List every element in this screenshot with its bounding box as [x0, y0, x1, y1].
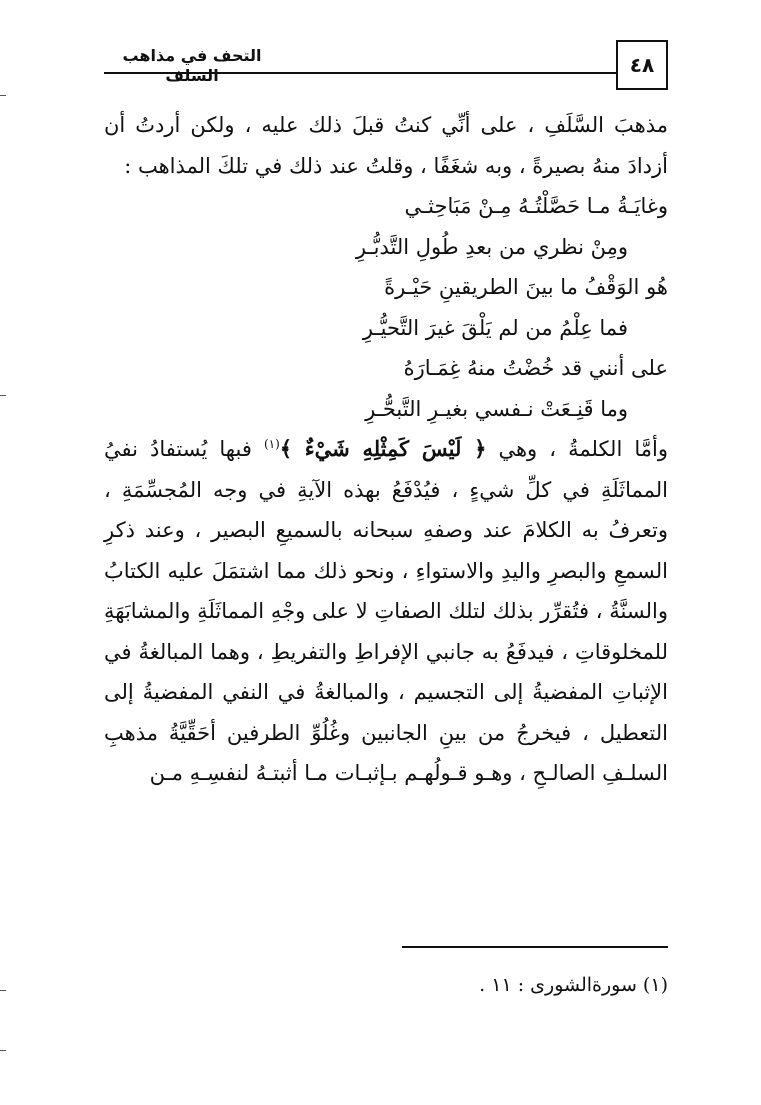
verse-line: هُو الوَقْفُ ما بينَ الطريقينِ حَيْـرةً [384, 275, 668, 299]
header-rule [104, 72, 616, 74]
footnote-rule [402, 946, 668, 948]
verse-line: وما قَنِـعَتْ نـفسي بغيـرِ التَّبحُّـرِ [365, 396, 628, 421]
paragraph-body: فبها يُستفادُ نفيُ المماثَلَةِ في كلِّ شيءٍ ، فيُدْفَعُ بهذه الآيةِ في وجه المُجسِّمَةِ ، وتعرفُ به الكلامَ عند وصفهِ سبحانه بالسميعِ البصير ، وعند ذكرِ السمعِ والبصرِ واليدِ والاستواءِ ، ونحو ذلك مما اشتمَلَ عليه الكتابُ والسنَّةُ ، فتُقرِّر بذلك لتلك الصفاتِ لا على وجْهِ المماثَلَةِ والمشابَهَةِ للمخلوقاتِ ، فيدفَعُ به جانبي الإفراطِ والتفريطِ ، وهما المبالغةُ في الإثباتِ المفضيةُ إلى التجسيم ، والمبالغةُ في النفي المفضيةُ إلى التعطيل ، فيخرجُ من بينِ الجانبين وغُلُوِّ الطرفين أحَقِّيَّةُ مذهبِ السلـفِ الصالـحِ ، وهـو قـولُهـم بـإثبـات مـا أثبتـهُ لنفسِـهِ مـن [104, 437, 668, 785]
quran-quote: ﴿ لَيْسَ كَمِثْلِهِ شَيْءٌ ﴾ [279, 436, 487, 461]
verse-line: وغايَـةُ مـا حَصَّلْتُـهُ مِـنْ مَبَاحِثـي [404, 194, 668, 218]
scan-margin-mark [0, 395, 6, 396]
scan-margin-mark [0, 1050, 6, 1051]
poem [104, 186, 668, 429]
paragraph-lead: وأمَّا الكلمةُ ، وهي [498, 437, 668, 461]
intro-paragraph: مذهبَ السَّلَفِ ، على أنِّي كنتُ قبلَ ذلك عليه ، ولكن أردتُ أن أزدادَ منهُ بصيرةً ، وبه شغَفًا ، وقلتُ عند ذلك في تلكَ المذاهب : [104, 113, 668, 178]
verse-line: فما عِلْمُ من لم يَلْقَ غيرَ التَّحيُّـرِ [362, 315, 628, 340]
footnote-reference: (١) [263, 437, 280, 451]
verse-line: على أنني قد خُضْتُ منهُ غِمَـارَهُ [403, 356, 668, 380]
verse-line: ومِنْ نظري من بعدِ طُولِ التَّدبُّـرِ [355, 234, 628, 259]
page-number: ٤٨ [616, 40, 668, 90]
main-text [104, 105, 668, 794]
footnote: (١) سورةالشورى : ١١ . [479, 974, 668, 996]
running-header-title: التحف في مذاهب السلف [122, 46, 262, 85]
scan-margin-mark [0, 95, 6, 96]
second-paragraph [104, 429, 668, 794]
scan-margin-mark [0, 990, 6, 991]
